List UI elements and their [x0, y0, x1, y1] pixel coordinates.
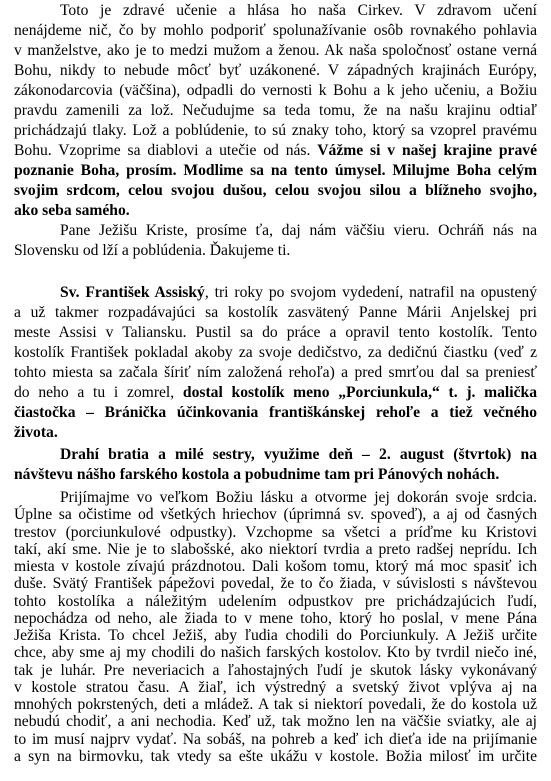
bold-text-line: ako seba samého.: [14, 202, 130, 219]
text-line: Bohu, nikdy to nebude môcť byť uzákonené. V západných krajinách Európy,: [14, 62, 537, 79]
text-line: Pane Ježišu Kriste, prosíme ťa, daj nám väčšiu vieru. Ochráň nás na: [60, 222, 537, 239]
bold-text-segment: Vážme si v našej krajine pravé: [317, 142, 537, 159]
text-line: prichádzajú tlaky. Lož a poblúdenie, to sú znaky toho, ktorý sa vzoprel pravému: [14, 122, 537, 139]
text-line: Prijímajme vo veľkom Božiu lásku a otvorme jej dokorán svoje srdcia.: [60, 489, 537, 506]
bold-text-line: čiastočka – Bránička účinkovania františkánskej rehoľe a tiež večného: [14, 404, 537, 421]
text-line: [60, 284, 537, 302]
text-line: meste Assisi v Taliansku. Pustil sa do práce a opravil tento kostolík. Tento: [14, 324, 537, 341]
text-line: [14, 142, 537, 160]
text-segment: Bohu. Vzoprime sa diablovi a utečie od nás.: [14, 142, 311, 159]
text-line: tohto miesta sa začala šíriť ním založená rehoľa) a pred smrťou dal sa preniesť: [14, 364, 537, 381]
text-line: nebudú chodiť, a ani nechodia. Keď už, tak možno len na väčšie sviatky, ale aj: [14, 713, 537, 730]
text-line: tak je luhár. Pre neveriacich a ľahostajných ľudí je skutok lásky vykonávaný: [14, 662, 537, 679]
text-line: [14, 384, 537, 402]
text-line: v manželstve, ako je to medzi mužom a ženou. Ak naša spoločnosť ostane verná: [14, 42, 537, 59]
text-line: kostolík František pokladal akoby za svoje dedičstvo, za dedičnú čiastku (veď z: [14, 344, 537, 361]
text-line: Ježiša Krista. To chcel Ježiš, aby ľudia chodili do Porciunkuly. A Ježiš určite: [14, 627, 537, 644]
text-line: chce, aby sme aj my chodili do našich farských kostolov. Kto by tvrdil niečo iné,: [14, 644, 537, 661]
bold-text-segment: dostal kostolík meno „Porciunkula,“ t. j. malička: [182, 384, 537, 401]
saint-name: Sv. František Assiský: [60, 284, 205, 301]
text-line: to im musí najprv vydať. Na sobáš, na pohreb a keď ich dieťa ide na prijímanie: [14, 731, 537, 748]
text-line: v kostole stratou času. A žiaľ, ich výstredný a svetský život vplýva aj na: [14, 679, 537, 696]
text-line: Slovensku od lží a poblúdenia. Ďakujeme ti.: [14, 242, 291, 259]
text-line: Toto je zdravé učenie a hlása ho naša Cirkev. V zdravom učení: [60, 2, 537, 19]
bold-text-line: svojim srdcom, celou svojou dušou, celou svojou silou a blížneho svojho,: [14, 182, 537, 199]
bold-text-line: života.: [14, 424, 58, 441]
text-line: tohto kostolíka a náležitým udelením odpustkov pre prichádzajúcich ľudí,: [14, 593, 537, 610]
text-line: takí, akí sme. Nie je to slabošské, ako niektorí tvrdia a preto radšej neprídu. Ich: [14, 541, 537, 558]
text-line: nepochádza od neho, ale žiada to v mene toho, ktorý ho poslal, v mene Pána: [14, 610, 537, 627]
text-line: duše. Svätý František pápežovi povedal, že to čo žiada, v súvislosti s návštevou: [14, 575, 537, 592]
bold-text-line: návštevu nášho farského kostola a pobudnime tam pri Pánových nohách.: [14, 466, 500, 483]
text-line: a už takmer rozpadávajúci sa kostolík zasvätený Panne Márii Anjelskej pri: [14, 304, 537, 321]
text-segment: , tri roky po svojom vydedení, natrafil na opustený: [204, 284, 537, 301]
text-line: trestov (porciunkulové odpustky). Vzchopme sa všetci a príďme ku Kristovi: [14, 524, 537, 541]
text-line: zákonodarcovia (väčšina), odpadli do vernosti k Bohu a k jeho učeniu, a Božiu: [14, 82, 537, 99]
text-line: Úplne sa očistime od všetkých hriechov (úprimná sv. spoveď), a aj od časných: [14, 506, 537, 523]
text-line: miesta v kostole zívajú prázdnotou. Dali košom tomu, ktorý má moc spasiť ich: [14, 558, 537, 575]
text-line: a syn na birmovku, tak vtedy sa ešte ukážu v kostole. Božia milosť im určite: [14, 748, 537, 765]
bold-text-line: Drahí bratia a milé sestry, využime deň – 2. august (štvrtok) na: [60, 446, 537, 463]
text-segment: do neho a tu i zomrel,: [14, 384, 175, 401]
text-line: mnohých pokrstených, deti a mládež. A tak si niektorí povedali, že do kostola už: [14, 696, 537, 713]
text-line: nenájdeme nič, čo by mohlo podporiť spolunažívanie osôb rovnakého pohlavia: [14, 22, 537, 39]
text-line: pravdu zamenili za lož. Nečudujme sa teda tomu, že na našu krajinu odtiaľ: [14, 102, 537, 119]
bold-text-line: poznanie Boha, prosím. Modlime sa na tento úmysel. Milujme Boha celým: [14, 162, 537, 179]
